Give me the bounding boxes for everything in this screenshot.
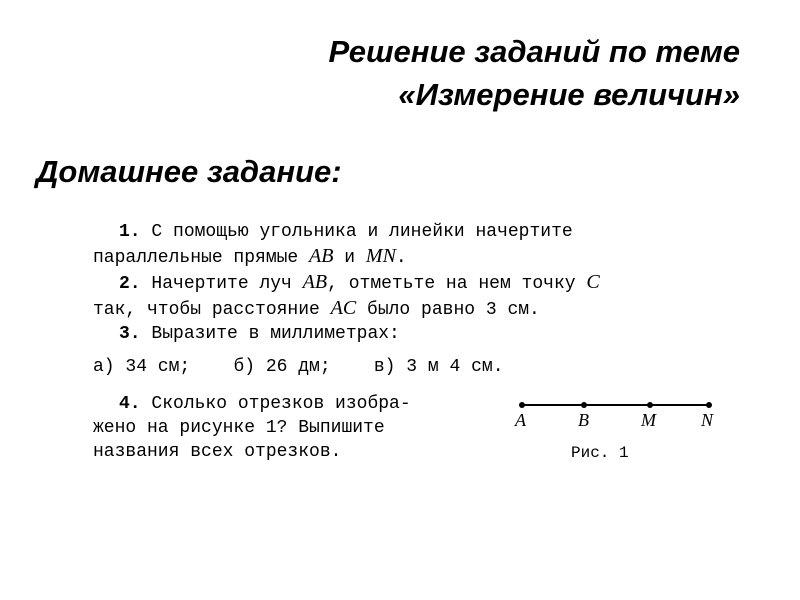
task-2-text-3: так, чтобы расстояние — [93, 300, 320, 320]
title-line-1: Решение заданий по теме — [328, 34, 740, 69]
task-4-line-1 — [93, 392, 493, 416]
point-m-label: M — [641, 410, 656, 430]
task-1-period: . — [395, 248, 407, 268]
point-n-label: N — [701, 410, 714, 430]
homework-heading: Домашнее задание: — [36, 154, 342, 189]
point-n — [706, 402, 712, 408]
segment-figure — [505, 390, 725, 420]
answer-c: в) 3 м 4 см. — [373, 357, 504, 377]
task-1-line-1 — [93, 220, 723, 244]
task-1-text-2: параллельные прямые — [93, 248, 299, 268]
task-1-line-2 — [93, 244, 723, 270]
task-2-line-1 — [93, 270, 723, 296]
task-3-number: 3. — [119, 324, 141, 344]
task-2-text-4: было равно 3 см. — [367, 300, 540, 320]
point-m — [647, 402, 653, 408]
point-a — [519, 402, 525, 408]
task-2-number: 2. — [119, 274, 141, 294]
task-1-text-1: С помощью угольника и линейки начертите — [151, 222, 573, 242]
task-4-number: 4. — [119, 394, 141, 414]
task-2-var-ac: AC — [330, 297, 357, 319]
answer-a: а) 34 см; — [93, 357, 191, 377]
task-4-line-3: названия всех отрезков. — [93, 442, 342, 462]
task-4-text-1: Сколько отрезков изобра- — [151, 394, 411, 414]
answer-b: б) 26 дм; — [233, 357, 331, 377]
page-title — [328, 30, 740, 116]
task-3-line — [93, 322, 723, 346]
task-4 — [93, 392, 493, 464]
point-b — [581, 402, 587, 408]
title-line-2: «Измерение величин» — [398, 77, 740, 112]
task-2-text-2: , отметьте на нем точку — [327, 274, 576, 294]
task-1-var-ab: AB — [309, 245, 334, 267]
figure-caption: Рис. 1 — [571, 444, 629, 462]
task-1-var-mn: MN — [365, 245, 396, 267]
point-a-label: A — [515, 410, 526, 430]
task-2-var-c: C — [586, 271, 600, 293]
task-3-answers — [93, 355, 504, 379]
task-2-text-1: Начертите луч — [151, 274, 292, 294]
task-list — [93, 220, 723, 346]
figure-1 — [505, 390, 725, 470]
point-b-label: B — [578, 410, 589, 430]
task-2-var-ab: AB — [302, 271, 328, 293]
task-4-line-2: жено на рисунке 1? Выпишите — [93, 418, 385, 438]
task-1-text-3: и — [344, 248, 356, 268]
task-2-line-2 — [93, 296, 723, 322]
task-1-number: 1. — [119, 222, 141, 242]
task-3-text: Выразите в миллиметрах: — [151, 324, 400, 344]
